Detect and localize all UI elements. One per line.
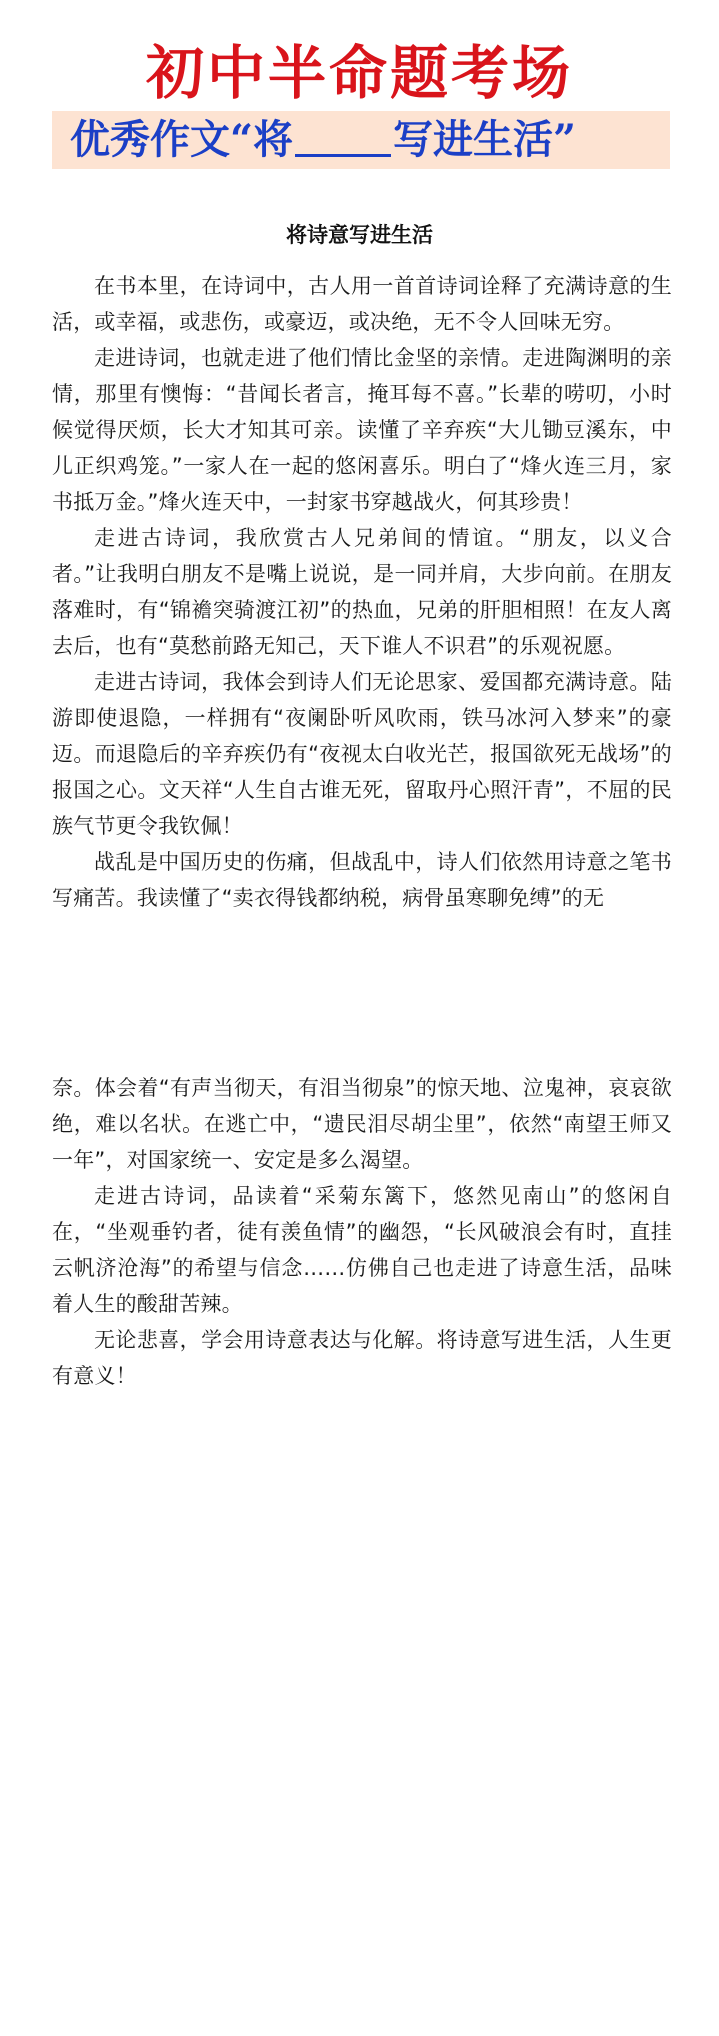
essay-title: 将诗意写进生活 (286, 223, 433, 247)
subtitle-part-after: 写进生活” (393, 116, 577, 163)
essay-body-part-1 (52, 268, 672, 916)
essay-body-part-2 (52, 1070, 672, 1394)
paragraph: 走进古诗词，我体会到诗人们无论思家、爱国都充满诗意。陆游即使退隐，一样拥有“夜阑卧听风吹雨，铁马冰河入梦来”的豪迈。而退隐后的辛弃疾仍有“夜视太白收光芒，报国欲死无战场”的报国之心。文天祥“人生自古谁无死，留取丹心照汗青”，不屈的民族气节更令我钦佩！ (52, 670, 672, 838)
subtitle-part-before: 优秀作文“将 (70, 116, 294, 163)
paragraph: 走进古诗词，我欣赏古人兄弟间的情谊。“朋友，以义合者。”让我明白朋友不是嘴上说说，是一同并肩，大步向前。在朋友落难时，有“锦襜突骑渡江初”的热血，兄弟的肝胆相照！在友人离去后，也有“莫愁前路无知己，天下谁人不识君”的乐观祝愿。 (52, 526, 672, 658)
paragraph-continued: 奈。体会着“有声当彻天，有泪当彻泉”的惊天地、泣鬼神，哀哀欲绝，难以名状。在逃亡中，“遗民泪尽胡尘里”，依然“南望王师又一年”，对国家统一、安定是多么渴望。 (52, 1076, 672, 1172)
paragraph: 走进诗词，也就走进了他们情比金坚的亲情。走进陶渊明的亲情，那里有懊悔：“昔闻长者言，掩耳每不喜。”长辈的唠叨，小时候觉得厌烦，长大才知其可亲。读懂了辛弃疾“大儿锄豆溪东，中儿正织鸡笼。”一家人在一起的悠闲喜乐。明白了“烽火连三月，家书抵万金。”烽火连天中，一封家书穿越战火，何其珍贵！ (52, 346, 672, 514)
paragraph: 战乱是中国历史的伤痛，但战乱中，诗人们依然用诗意之笔书写痛苦。我读懂了“卖衣得钱都纳税，病骨虽寒聊免缚”的无 (52, 850, 672, 910)
main-title: 初中半命题考场 (145, 39, 573, 107)
paragraph: 在书本里，在诗词中，古人用一首首诗词诠释了充满诗意的生活，或幸福，或悲伤，或豪迈，或决绝，无不令人回味无穷。 (52, 274, 672, 334)
paragraph: 无论悲喜，学会用诗意表达与化解。将诗意写进生活，人生更有意义！ (52, 1328, 672, 1388)
subtitle (70, 113, 576, 167)
paragraph: 走进古诗词，品读着“采菊东篱下，悠然见南山”的悠闲自在，“坐观垂钓者，徒有羡鱼情”的幽怨，“长风破浪会有时，直挂云帆济沧海”的希望与信念……仿佛自己也走进了诗意生活，品味着人生的酸甜苦辣。 (52, 1184, 672, 1316)
fill-in-blank (295, 114, 391, 157)
